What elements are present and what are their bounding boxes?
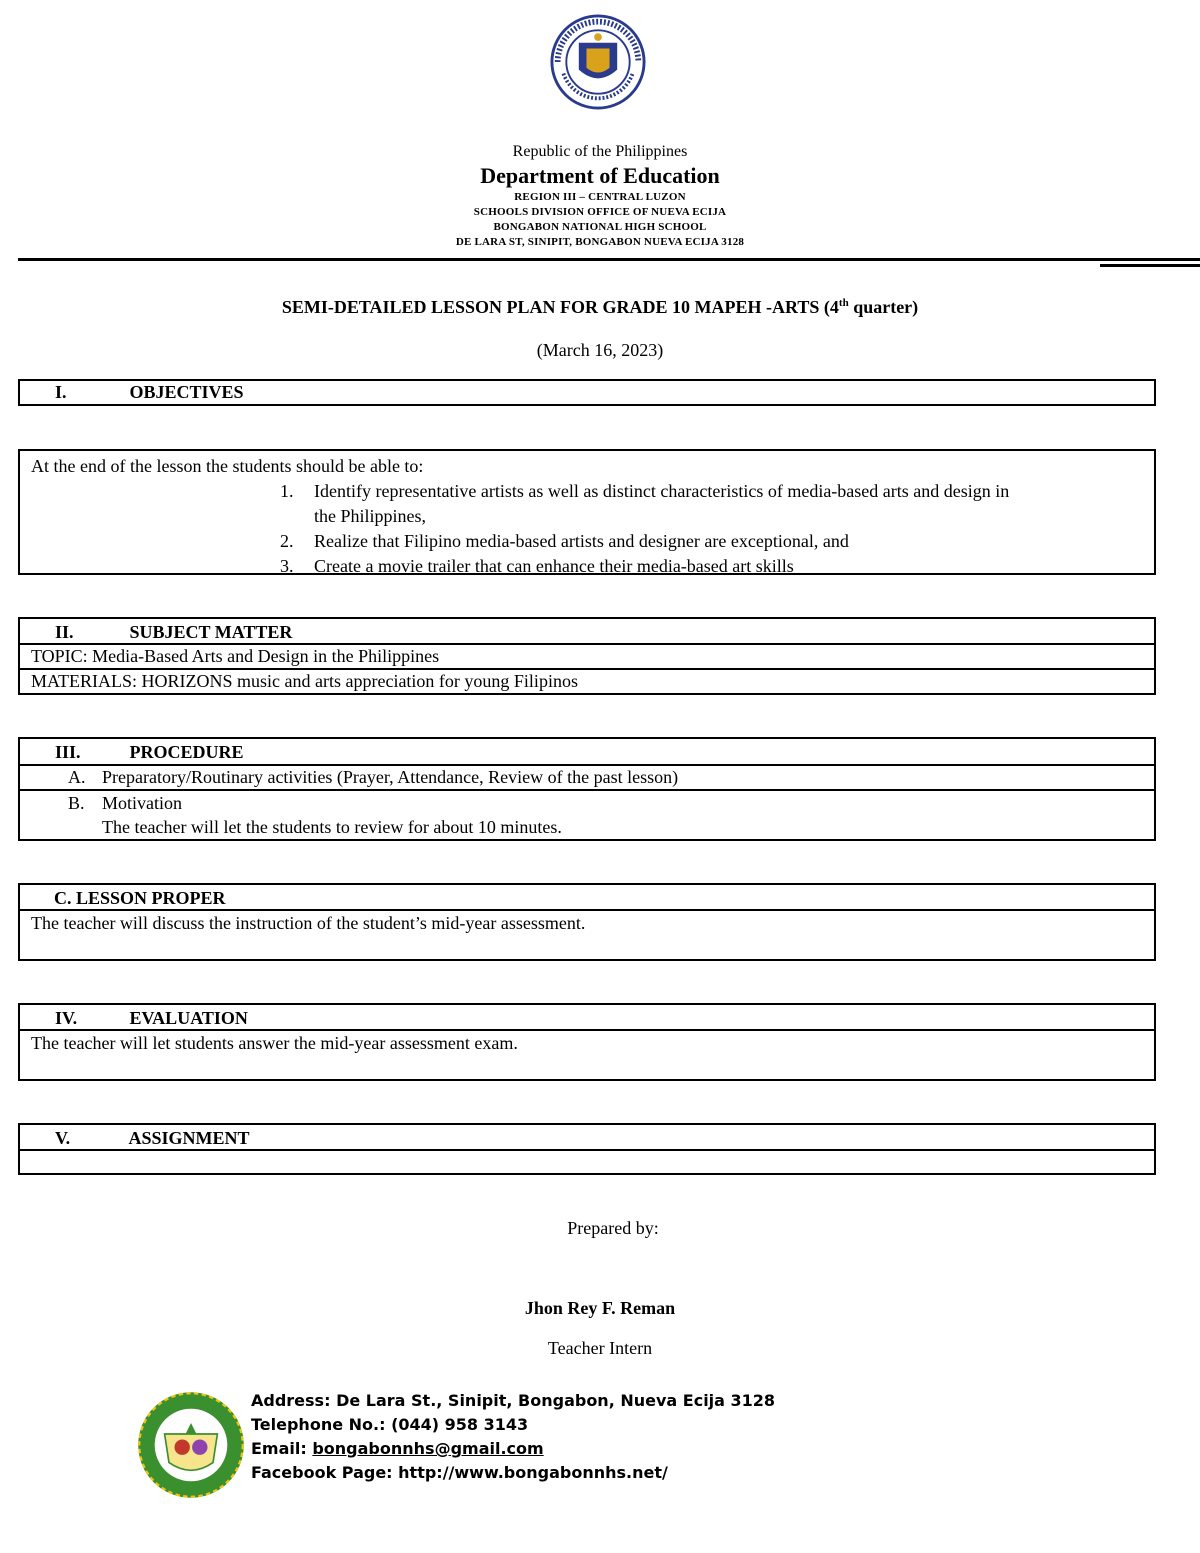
lesson-proper-box xyxy=(18,883,1156,961)
objective-text: Realize that Filipino media-based artists and designer are exceptional, and xyxy=(314,531,849,551)
subject-matter-heading-row xyxy=(20,619,1154,645)
subject-matter-heading: SUBJECT MATTER xyxy=(129,622,293,642)
procedure-box xyxy=(18,737,1156,841)
evaluation-heading: EVALUATION xyxy=(129,1008,248,1028)
subject-matter-box xyxy=(18,617,1156,695)
procedure-heading: PROCEDURE xyxy=(129,742,244,762)
objectives-heading-row xyxy=(20,381,1154,404)
objective-number: 1. xyxy=(280,481,294,501)
procedure-step-b xyxy=(20,791,1154,839)
lesson-date: (March 16, 2023) xyxy=(536,340,664,360)
objectives-number: I. xyxy=(55,382,67,402)
footer-address-label: Address: xyxy=(251,1391,331,1410)
evaluation-box xyxy=(18,1003,1156,1081)
objectives-list xyxy=(20,479,1154,579)
objectives-content-box xyxy=(18,449,1156,575)
footer-facebook-link[interactable]: http://www.bongabonnhs.net/ xyxy=(398,1463,668,1482)
step-b-text: Motivation xyxy=(102,793,182,813)
objective-number: 3. xyxy=(280,556,294,576)
preparer-role: Teacher Intern xyxy=(547,1338,653,1358)
school-name-text: BONGABON NATIONAL HIGH SCHOOL xyxy=(493,221,707,233)
evaluation-number: IV. xyxy=(55,1008,78,1028)
title-main: SEMI-DETAILED LESSON PLAN FOR GRADE 10 MAPEH -ARTS (4 xyxy=(281,297,839,317)
title-suffix: quarter) xyxy=(848,297,919,317)
republic-text: Republic of the Philippines xyxy=(512,143,688,160)
objective-item xyxy=(20,529,1154,554)
step-a-text: Preparatory/Routinary activities (Prayer, Attendance, Review of the past lesson) xyxy=(102,767,679,787)
procedure-number: III. xyxy=(55,742,81,762)
school-address-text: DE LARA ST, SINIPIT, BONGABON NUEVA ECIJA 3128 xyxy=(455,236,745,248)
assignment-box xyxy=(18,1123,1156,1175)
footer-telephone-label: Telephone No.: xyxy=(251,1415,386,1434)
objective-item xyxy=(20,479,1154,529)
footer-address xyxy=(251,1391,775,1410)
school-seal-logo xyxy=(136,1390,246,1500)
footer-facebook xyxy=(251,1463,668,1482)
objectives-heading-box xyxy=(18,379,1156,406)
department-title: Department of Education xyxy=(480,163,720,188)
header-divider-accent xyxy=(1100,264,1200,267)
objective-text: Identify representative artists as well as distinct characteristics of media-based arts and design in xyxy=(314,481,1010,501)
objectives-intro: At the end of the lesson the students should be able to: xyxy=(31,456,424,476)
footer-address-value: De Lara St., Sinipit, Bongabon, Nueva Ecija 3128 xyxy=(336,1391,776,1410)
footer-email xyxy=(251,1439,544,1458)
objective-text-continued: the Philippines, xyxy=(314,506,426,526)
evaluation-heading-row xyxy=(20,1005,1154,1031)
topic-row: TOPIC: Media-Based Arts and Design in the Philippines xyxy=(20,645,1154,670)
assignment-heading: ASSIGNMENT xyxy=(128,1128,250,1148)
prepared-by-label: Prepared by: xyxy=(567,1218,659,1238)
footer-email-label: Email: xyxy=(251,1439,307,1458)
title-superscript: th xyxy=(838,297,849,309)
procedure-heading-row xyxy=(20,739,1154,766)
objective-text: Create a movie trailer that can enhance their media-based art skills xyxy=(314,556,794,576)
objectives-heading: OBJECTIVES xyxy=(129,382,244,402)
deped-seal-logo xyxy=(550,14,646,110)
lesson-proper-heading: C. LESSON PROPER xyxy=(20,885,1154,911)
assignment-number: V. xyxy=(55,1128,71,1148)
procedure-step-a xyxy=(20,766,1154,791)
footer-email-link[interactable]: bongabonnhs@gmail.com xyxy=(312,1439,544,1458)
lesson-plan-title xyxy=(0,297,1200,318)
region-text: REGION III – CENTRAL LUZON xyxy=(514,191,686,203)
header-divider xyxy=(18,258,1200,261)
objective-item xyxy=(20,554,1154,579)
footer-telephone-value: (044) 958 3143 xyxy=(391,1415,529,1434)
step-b-detail: The teacher will let the students to review for about 10 minutes. xyxy=(102,817,562,837)
preparer-name: Jhon Rey F. Reman xyxy=(524,1298,676,1318)
materials-row: MATERIALS: HORIZONS music and arts appreciation for young Filipinos xyxy=(31,671,578,691)
evaluation-text: The teacher will let students answer the mid-year assessment exam. xyxy=(31,1033,518,1053)
step-b-label: B. xyxy=(68,793,85,813)
footer-facebook-label: Facebook Page: xyxy=(251,1463,393,1482)
division-text: SCHOOLS DIVISION OFFICE OF NUEVA ECIJA xyxy=(473,206,727,218)
footer-telephone xyxy=(251,1415,528,1434)
assignment-heading-row xyxy=(20,1125,1154,1151)
objective-number: 2. xyxy=(280,531,294,551)
lesson-proper-text: The teacher will discuss the instruction of the student’s mid-year assessment. xyxy=(31,913,586,933)
assignment-text xyxy=(20,1151,1154,1173)
subject-matter-number: II. xyxy=(55,622,74,642)
step-a-label: A. xyxy=(68,767,86,787)
